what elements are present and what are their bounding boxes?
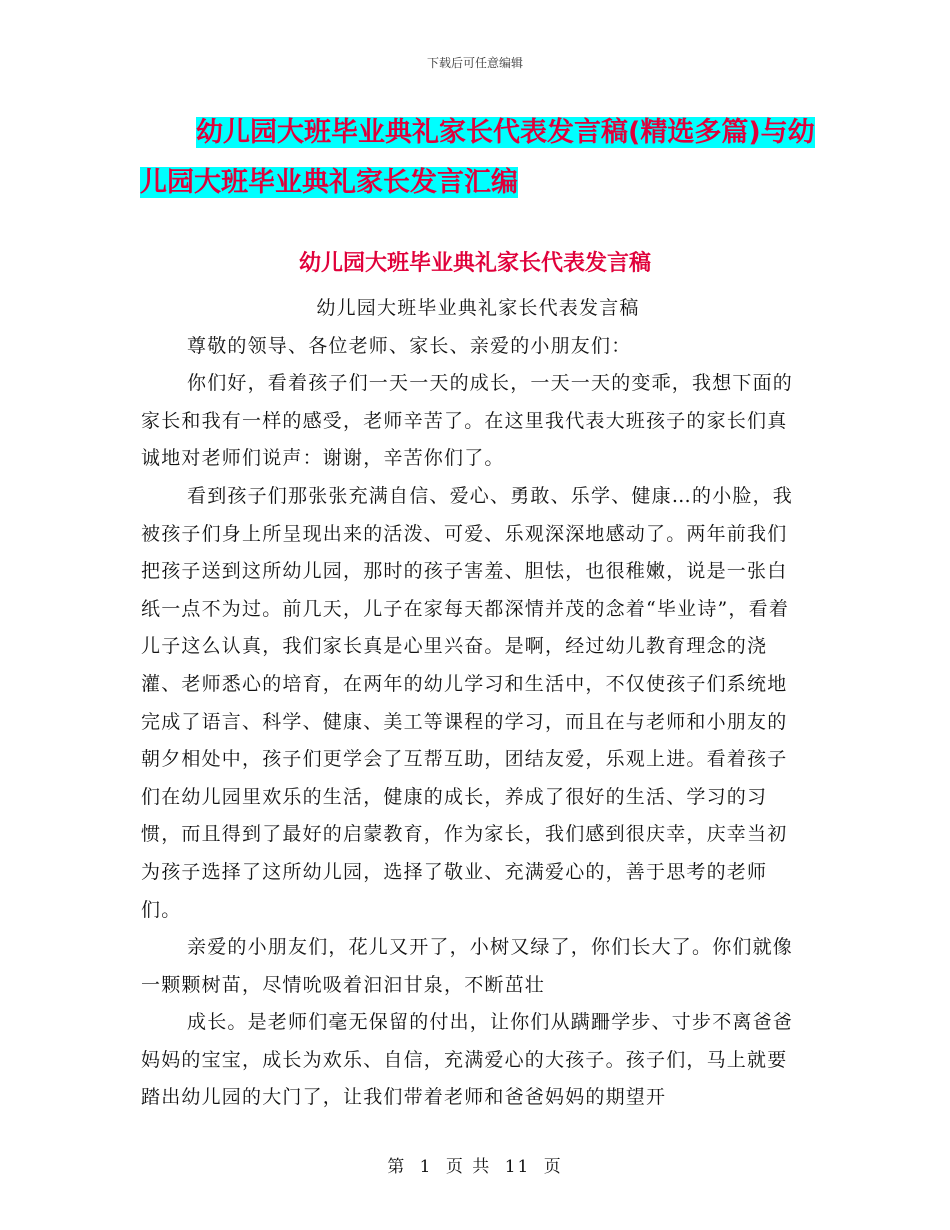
main-title [140, 108, 820, 208]
paragraph-4: 成长。是老师们毫无保留的付出，让你们从蹒跚学步、寸步不离爸爸妈妈的宝宝，成长为欢乐、自信，充满爱心的大孩子。孩子们，马上就要踏出幼儿园的大门了，让我们带着老师和爸爸妈妈的期望开 [141, 1011, 794, 1109]
footer-mid: 页 共 [445, 1157, 492, 1177]
header-note: 下载后可任意编辑 [426, 56, 523, 70]
paragraph-1: 你们好，看着孩子们一天一天的成长，一天一天的变乖，我想下面的家长和我有一样的感受，老师辛苦了。在这里我代表大班孩子的家长们真诚地对老师们说声：谢谢，辛苦你们了。 [141, 372, 794, 470]
footer-total-pages: 11 [504, 1157, 531, 1177]
main-title-line-1: 幼儿园大班毕业典礼家长代表发言稿(精选多篇)与幼 [196, 117, 815, 148]
salutation: 尊敬的领导、各位老师、家长、亲爱的小朋友们： [187, 334, 632, 357]
footer-suffix: 页 [543, 1157, 563, 1177]
footer-prefix: 第 [387, 1157, 407, 1177]
paragraph-2: 看到孩子们那张张充满自信、爱心、勇敢、乐学、健康…的小脸，我被孩子们身上所呈现出来的活泼、可爱、乐观深深地感动了。两年前我们把孩子送到这所幼儿园，那时的孩子害羞、胆怯，也很稚嫩，说是一张白纸一点不为过。前几天，儿子在家每天都深情并茂的念着“毕业诗”，看着儿子这么认真，我们家长真是心里兴奋。是啊，经过幼儿教育理念的浇灌、老师悉心的培育，在两年的幼儿学习和生活中，不仅使孩子们系统地完成了语言、科学、健康、美工等课程的学习，而且在与老师和小朋友的朝夕相处中，孩子们更学会了互帮互助，团结友爱，乐观上进。看着孩子们在幼儿园里欢乐的生活，健康的成长，养成了很好的生活、学习的习惯，而且得到了最好的启蒙教育，作为家长，我们感到很庆幸，庆幸当初为孩子选择了这所幼儿园，选择了敬业、充满爱心的，善于思考的老师们。 [141, 484, 794, 921]
paragraph-3: 亲爱的小朋友们，花儿又开了，小树又绿了，你们长大了。你们就像一颗颗树苗，尽情吮吸着汩汩甘泉，不断茁壮 [141, 936, 794, 996]
main-title-line-2: 儿园大班毕业典礼家长发言汇编 [140, 167, 518, 198]
document-body [141, 290, 805, 1117]
footer-page-number: 1 [419, 1157, 433, 1177]
section-title: 幼儿园大班毕业典礼家长代表发言稿 [298, 251, 651, 276]
sub-title: 幼儿园大班毕业典礼家长代表发言稿 [316, 297, 640, 319]
page-footer [0, 1152, 950, 1177]
